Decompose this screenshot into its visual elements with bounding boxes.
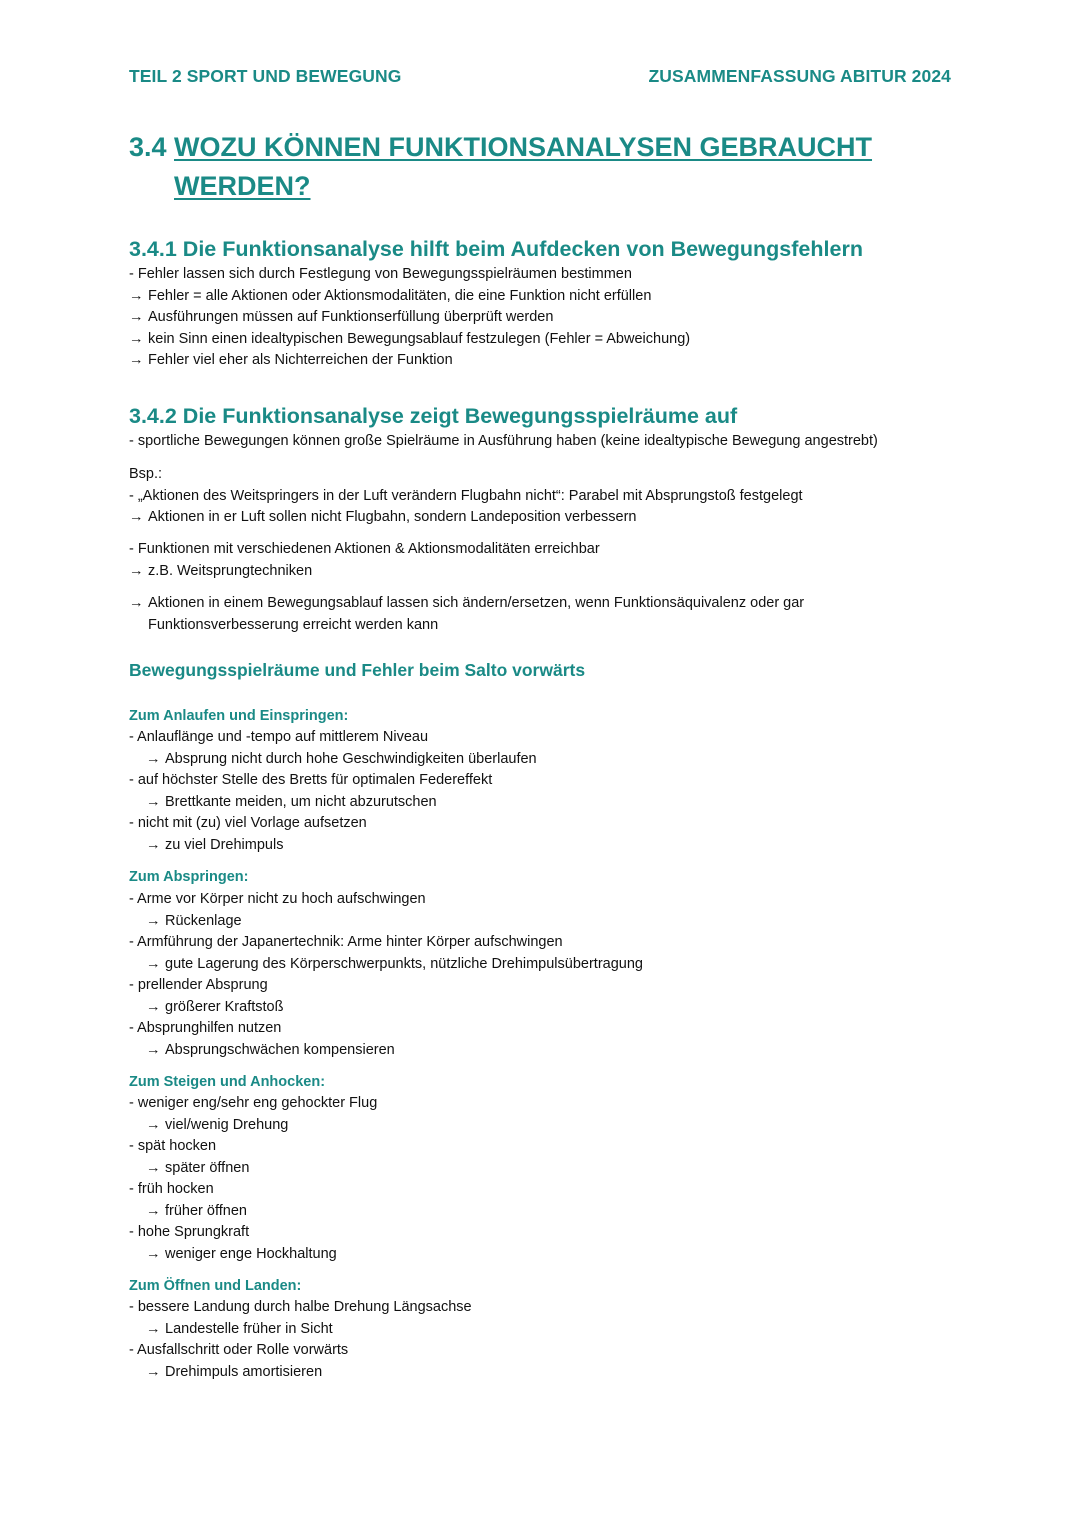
list-item: - hohe Sprungkraft xyxy=(129,1224,250,1240)
subsection-341-body xyxy=(129,264,959,372)
list-item: - sportliche Bewegungen können große Spielräume in Ausführung haben (keine idealtypische Bewegung angestrebt) xyxy=(129,433,878,449)
list-item: → zu viel Drehimpuls xyxy=(129,835,959,857)
list-item: → viel/wenig Drehung xyxy=(129,1115,959,1137)
list-item: - Armführung der Japanertechnik: Arme hinter Körper aufschwingen xyxy=(129,934,563,950)
arrow-icon: → xyxy=(129,352,144,368)
header-left: TEIL 2 SPORT UND BEWEGUNG xyxy=(129,66,402,86)
group-abspringen-list xyxy=(129,889,959,1061)
subsection-heading-342: 3.4.2 Die Funktionsanalyse zeigt Bewegungsspielräume auf xyxy=(129,404,738,428)
arrow-icon: → xyxy=(146,793,161,810)
salto-heading: Bewegungsspielräume und Fehler beim Salto vorwärts xyxy=(129,660,586,680)
section-title xyxy=(129,128,929,206)
list-item: → Aktionen in einem Bewegungsablauf lassen sich ändern/ersetzen, wenn Funktionsäquivalenz oder gar Funktionsverbesserung erreicht werden kann xyxy=(129,595,805,633)
list-item: → kein Sinn einen idealtypischen Bewegungsablauf festzulegen (Fehler = Abweichung) xyxy=(129,329,959,351)
list-item: → Aktionen in er Luft sollen nicht Flugbahn, sondern Landeposition verbessern xyxy=(129,507,959,529)
list-item: - „Aktionen des Weitspringers in der Luft verändern Flugbahn nicht“: Parabel mit Absprungstoß festgelegt xyxy=(129,487,803,504)
list-item: → größerer Kraftstoß xyxy=(129,997,959,1019)
group-oeffnen-list xyxy=(129,1297,959,1383)
list-item: - prellender Absprung xyxy=(129,977,268,993)
arrow-icon: → xyxy=(129,287,144,304)
subsection-342-intro xyxy=(129,431,959,453)
example-block xyxy=(129,464,959,529)
list-item: → weniger enge Hockhaltung xyxy=(129,1244,959,1266)
list-item: - auf höchster Stelle des Bretts für optimalen Federeffekt xyxy=(129,772,493,788)
list-item: - früh hocken xyxy=(129,1181,214,1197)
replacement-block xyxy=(129,593,869,636)
list-item: - nicht mit (zu) viel Vorlage aufsetzen xyxy=(129,815,367,831)
list-item: - Ausfallschritt oder Rolle vorwärts xyxy=(129,1342,349,1358)
arrow-icon: → xyxy=(146,836,161,853)
section-title-text: WOZU KÖNNEN FUNKTIONSANALYSEN GEBRAUCHT WERDEN? xyxy=(174,132,873,201)
list-item: → Brettkante meiden, um nicht abzurutschen xyxy=(129,792,959,814)
list-item: → Fehler viel eher als Nichterreichen der Funktion xyxy=(129,350,959,372)
page-header xyxy=(129,66,951,87)
header-right: ZUSAMMENFASSUNG ABITUR 2024 xyxy=(648,66,951,86)
arrow-icon: → xyxy=(146,955,161,972)
arrow-icon: → xyxy=(129,509,144,525)
functions-block xyxy=(129,539,959,582)
arrow-icon: → xyxy=(146,1159,161,1176)
list-item: - Fehler lassen sich durch Festlegung von Bewegungsspielräumen bestimmen xyxy=(129,266,632,282)
arrow-icon: → xyxy=(146,1320,161,1337)
list-item: → später öffnen xyxy=(129,1158,959,1180)
arrow-icon: → xyxy=(129,595,144,611)
arrow-icon: → xyxy=(129,562,144,579)
group-heading-abspringen: Zum Abspringen: xyxy=(129,869,249,885)
list-item: → gute Lagerung des Körperschwerpunkts, nützliche Drehimpulsübertragung xyxy=(129,954,959,976)
list-item: → Absprung nicht durch hohe Geschwindigkeiten überlaufen xyxy=(129,749,959,771)
group-steigen-list xyxy=(129,1093,959,1265)
arrow-icon: → xyxy=(146,1116,161,1133)
example-label: Bsp.: xyxy=(129,466,163,482)
group-heading-oeffnen: Zum Öffnen und Landen: xyxy=(129,1278,302,1294)
list-item: → Ausführungen müssen auf Funktionserfüllung überprüft werden xyxy=(129,307,959,329)
arrow-icon: → xyxy=(146,1363,161,1380)
arrow-icon: → xyxy=(146,1041,161,1058)
arrow-icon: → xyxy=(146,998,161,1015)
list-item: - weniger eng/sehr eng gehockter Flug xyxy=(129,1095,378,1111)
list-item: - spät hocken xyxy=(129,1138,217,1154)
list-item: → Fehler = alle Aktionen oder Aktionsmodalitäten, die eine Funktion nicht erfüllen xyxy=(129,286,959,308)
arrow-icon: → xyxy=(129,330,144,347)
section-number: 3.4 xyxy=(129,132,167,162)
list-item: - bessere Landung durch halbe Drehung Längsachse xyxy=(129,1299,472,1315)
arrow-icon: → xyxy=(146,750,161,767)
arrow-icon: → xyxy=(146,912,161,929)
list-item: → Landestelle früher in Sicht xyxy=(129,1319,959,1341)
list-item: - Absprunghilfen nutzen xyxy=(129,1020,282,1036)
list-item: → z.B. Weitsprungtechniken xyxy=(129,561,959,583)
arrow-icon: → xyxy=(129,309,144,325)
group-heading-anlaufen: Zum Anlaufen und Einspringen: xyxy=(129,708,349,724)
list-item: - Anlauflänge und -tempo auf mittlerem Niveau xyxy=(129,729,429,745)
arrow-icon: → xyxy=(146,1202,161,1219)
list-item: - Arme vor Körper nicht zu hoch aufschwingen xyxy=(129,891,426,907)
list-item: → Rückenlage xyxy=(129,911,959,933)
list-item: → Absprungschwächen kompensieren xyxy=(129,1040,959,1062)
list-item: - Funktionen mit verschiedenen Aktionen & Aktionsmodalitäten erreichbar xyxy=(129,541,600,557)
arrow-icon: → xyxy=(146,1245,161,1262)
list-item: → früher öffnen xyxy=(129,1201,959,1223)
group-anlaufen-list xyxy=(129,727,959,856)
subsection-heading-341: 3.4.1 Die Funktionsanalyse hilft beim Aufdecken von Bewegungsfehlern xyxy=(129,237,863,261)
group-heading-steigen: Zum Steigen und Anhocken: xyxy=(129,1074,326,1090)
list-item: → Drehimpuls amortisieren xyxy=(129,1362,959,1384)
